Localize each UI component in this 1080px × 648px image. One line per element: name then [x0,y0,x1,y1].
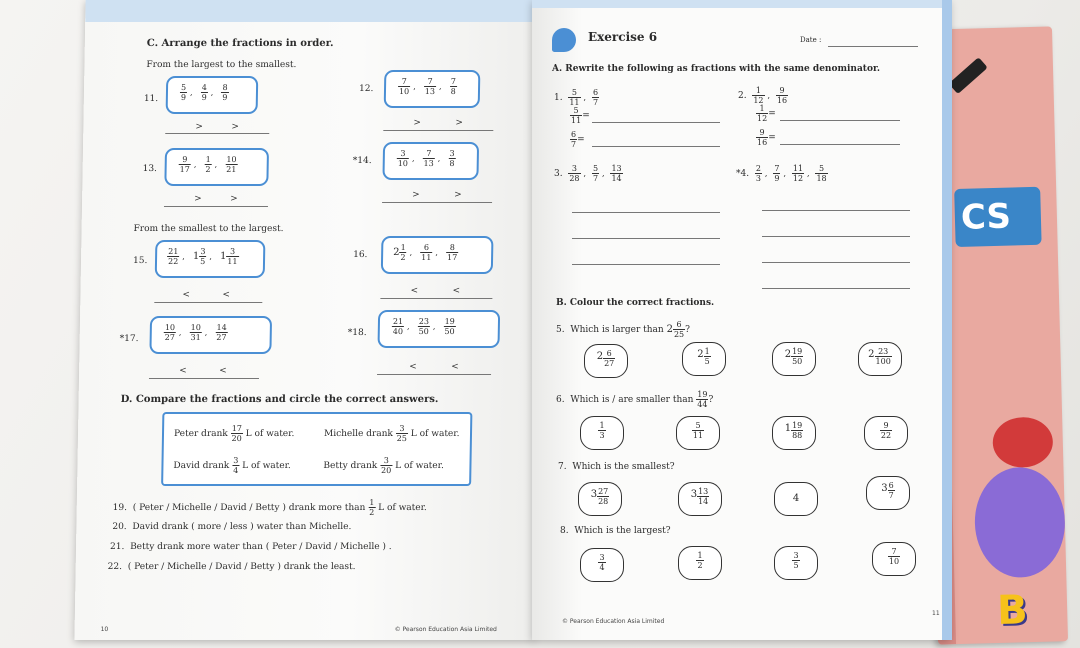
q7-option-2[interactable]: 3 $\frac{13}{14}$ [678,482,722,516]
q7: 7. Which is the smallest? [558,462,675,472]
cover-illustration-red [992,417,1053,469]
q11-frac-2: $\frac{4}{9}$ [201,83,207,102]
q17-lt-1: < [179,366,187,376]
q14-gt-1: > [412,190,420,200]
left-page-number: 10 [100,626,109,633]
q20[interactable]: 20. David drank ( more / less ) water than Michelle. [112,522,352,532]
q16-answer-line[interactable] [380,298,492,299]
q16-lt-2: < [452,286,461,296]
q19[interactable]: 19. ( Peter / Michelle / David / Betty ) drank more than $\frac{1}{2}$ L of water. [112,498,427,517]
q5-option-2[interactable]: 2 $\frac{1}{5}$ [682,342,726,376]
q11-frac-1: $\frac{5}{9}$ [180,83,187,102]
q11-label: 11. [143,94,159,104]
q17-lt-2: < [219,366,227,376]
q7-option-1[interactable]: 3 $\frac{27}{28}$ [578,482,622,516]
q7-option-3[interactable]: 4 [774,482,818,516]
q18-fraction-box: $\frac{21}{40}$ , $\frac{23}{50}$ , $\frac{19}{50}$ [378,310,501,348]
q16-lt-1: < [410,286,419,296]
q2-rewrite-2: $\frac{9}{16}$ = [757,128,776,147]
q16-label: 16. [353,250,368,260]
right-top-band [532,0,950,8]
q2-answer-line-2[interactable] [780,144,900,145]
q21[interactable]: 21. Betty drank more water than ( Peter / David / Michelle ) . [109,542,392,552]
q14-fraction-box: $\frac{3}{10}$ , $\frac{7}{13}$ , $\frac{3}{8}$ [382,142,479,180]
q3-answer-line-1[interactable] [572,212,720,213]
q14-label: *14. [352,156,372,166]
cover-letter-b: B [996,587,1029,635]
largest-to-smallest-label: From the largest to the smallest. [146,60,297,70]
q13-gt-2: > [230,194,238,204]
q16-fraction-box: 2 $\frac{1}{2}$ , $\frac{6}{11}$ , $\frac{8}{17}$ [381,236,494,274]
betty-info: Betty drank $\frac{3}{20}$ L of water. [323,456,444,475]
right-page-edge [942,0,952,640]
q4-answer-line-2[interactable] [762,236,910,237]
q5-option-4[interactable]: 2 $\frac{23}{100}$ [858,342,902,376]
water-info-box [161,412,472,486]
q18-answer-line[interactable] [377,374,491,375]
q5: 5. Which is larger than 2 $\frac{6}{25}$ ? [556,320,690,339]
cover-logo-text: CS [954,187,1041,247]
q2-rewrite-1: $\frac{1}{12}$ = [757,104,776,123]
q5-option-1[interactable]: 2 $\frac{6}{27}$ [584,344,628,378]
q4-answer-line-3[interactable] [762,262,910,263]
q8-option-3[interactable]: $\frac{3}{5}$ [774,546,818,580]
q15-lt-1: < [182,290,191,300]
right-page [532,0,950,640]
q13-label: 13. [142,164,158,174]
q1-rewrite-2: $\frac{6}{7}$ = [571,130,585,149]
exercise-badge-icon [552,28,576,52]
peter-info: Peter drank $\frac{17}{20}$ L of water. [173,424,295,443]
michelle-info: Michelle drank $\frac{3}{25}$ L of water. [323,424,460,443]
q5-option-3[interactable]: 2 $\frac{19}{50}$ [772,342,816,376]
q6-option-2[interactable]: $\frac{5}{11}$ [676,416,720,450]
left-top-band [85,0,545,22]
q13-gt-1: > [194,194,202,204]
q12-answer-line[interactable] [383,130,493,131]
q22[interactable]: 22. ( Peter / Michelle / David / Betty ) drank the least. [107,562,356,572]
q15-answer-line[interactable] [154,302,262,303]
q14-gt-2: > [454,190,462,200]
q8-option-1[interactable]: $\frac{3}{4}$ [580,548,624,582]
q11-frac-3: $\frac{8}{9}$ [222,83,228,102]
q8-option-4[interactable]: $\frac{7}{10}$ [872,542,916,576]
q7-option-4[interactable]: 3 $\frac{6}{7}$ [866,476,910,510]
q3: 3. $\frac{3}{28}$ , $\frac{5}{7}$ , $\frac{13}{14}$ [554,164,622,183]
q13-answer-line[interactable] [164,206,268,207]
q3-answer-line-2[interactable] [572,238,720,239]
q15-lt-2: < [222,290,231,300]
q11-gt-1: > [195,122,204,132]
q6: 6. Which is / are smaller than $\frac{19}{44}$ ? [556,390,714,409]
smallest-to-largest-label: From the smallest to the largest. [133,224,284,234]
q15-label: 15. [132,256,148,266]
q6-option-1[interactable]: $\frac{1}{3}$ [580,416,624,450]
q8-option-2[interactable]: $\frac{1}{2}$ [678,546,722,580]
cover-illustration-purple [973,466,1066,578]
q12-fraction-box: $\frac{7}{10}$ , $\frac{7}{13}$ , $\frac{7}{8}$ [384,70,481,108]
q1-answer-line-2[interactable] [592,146,720,147]
q11-gt-2: > [231,122,240,132]
q18-lt-1: < [409,362,417,372]
q1-rewrite-1: $\frac{5}{11}$ = [571,106,590,125]
exercise-title: Exercise 6 [588,30,658,44]
section-c-title: C. Arrange the fractions in order. [146,38,334,49]
q17-label: *17. [119,334,139,344]
q4: *4. $\frac{2}{3}$ , $\frac{7}{9}$ , $\frac{11}{12}$ , $\frac{5}{18}$ [736,164,827,183]
q17-answer-line[interactable] [149,378,259,379]
q4-answer-line-4[interactable] [762,288,910,289]
david-info: David drank $\frac{3}{4}$ L of water. [173,456,291,475]
left-page [74,0,545,640]
q6-option-4[interactable]: $\frac{9}{22}$ [864,416,908,450]
q18-label: *18. [347,328,367,338]
q2-answer-line-1[interactable] [780,120,900,121]
q6-option-3[interactable]: 1 $\frac{19}{88}$ [772,416,816,450]
right-footer: © Pearson Education Asia Limited [562,618,665,625]
date-label: Date : [800,36,822,44]
q1: 1. $\frac{5}{11}$ , $\frac{6}{7}$ [554,88,599,107]
q4-answer-line-1[interactable] [762,210,910,211]
q13-fraction-box: $\frac{9}{17}$ , $\frac{1}{2}$ , $\frac{10}{21}$ [164,148,269,186]
q14-answer-line[interactable] [382,202,492,203]
q11-fraction-box: $\frac{5}{9}$ , $\frac{4}{9}$ , $\frac{8}{9}$ [166,76,259,114]
section-d-title: D. Compare the fractions and circle the correct answers. [120,394,439,405]
q2: 2. $\frac{1}{12}$ , $\frac{9}{16}$ [738,86,788,105]
q11-answer-line[interactable] [165,133,269,134]
q18-lt-2: < [451,362,459,372]
date-field[interactable] [828,46,918,47]
q12-gt-1: > [413,118,422,128]
right-page-number: 11 [932,610,940,617]
q12-label: 12. [358,84,374,94]
section-b-title: B. Colour the correct fractions. [556,298,715,308]
left-footer: © Pearson Education Asia Limited [394,626,497,633]
q17-fraction-box: $\frac{10}{27}$ , $\frac{10}{31}$ , $\frac{14}{27}$ [149,316,272,354]
binder-clip [949,57,988,94]
q1-answer-line-1[interactable] [592,122,720,123]
q15-fraction-box: $\frac{21}{22}$ , 1 $\frac{3}{5}$ , 1 $\frac{3}{11}$ [155,240,266,278]
section-a-title: A. Rewrite the following as fractions with the same denominator. [552,64,881,74]
q3-answer-line-3[interactable] [572,264,720,265]
q12-gt-2: > [455,118,464,128]
q8: 8. Which is the largest? [560,526,671,536]
